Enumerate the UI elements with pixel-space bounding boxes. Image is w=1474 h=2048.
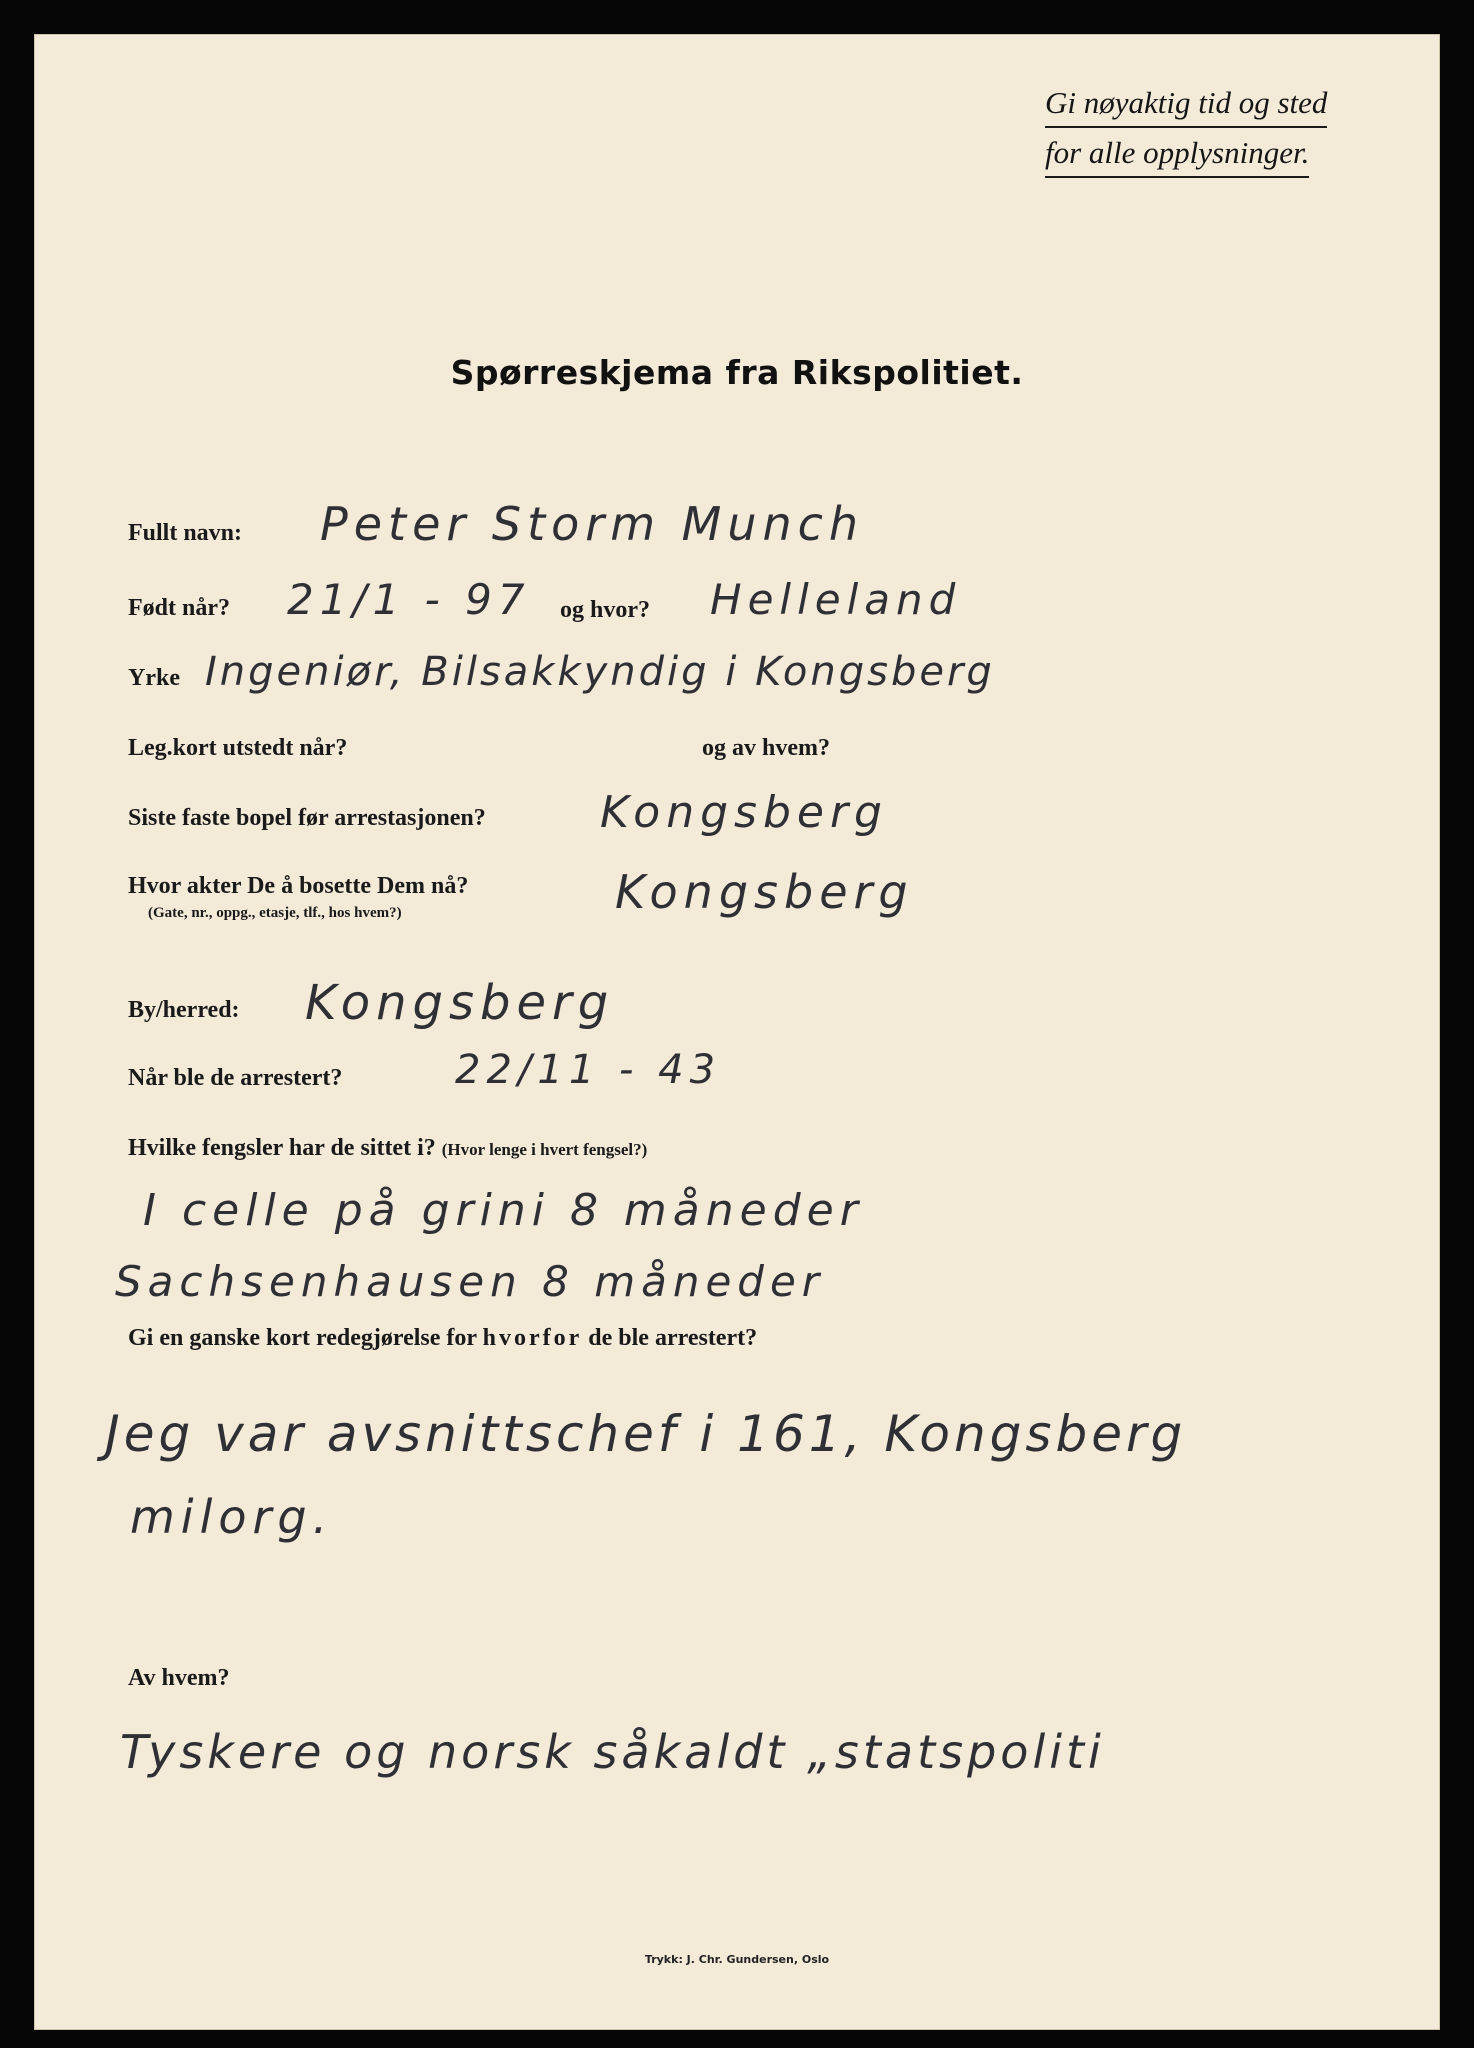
arrested-when-value: 22/11 - 43 [455,1047,722,1093]
prisons-label [128,1135,647,1162]
settle-sublabel: (Gate, nr., oppg., etasje, tlf., hos hvem?) [148,905,402,921]
reason-line-2: milorg. [130,1490,334,1544]
reason-label-part2: de ble arrestert? [582,1325,758,1351]
prisons-label-main: Hvilke fengsler har de sittet i? [128,1135,436,1161]
reason-label-part1: Gi en ganske kort redegjørelse for [128,1325,483,1351]
by-whom-value: Tyskere og norsk såkaldt „statspoliti [120,1725,1105,1779]
id-card-by-label: og av hvem? [702,735,830,761]
born-where-value: Helleland [710,575,962,624]
full-name-value: Peter Storm Munch [320,497,865,551]
form-title: Spørreskjema fra Rikspolitiet. [450,353,1024,392]
settle-label: Hvor akter De å bosette Dem nå? [128,873,469,899]
prisons-line-2: Sachsenhausen 8 måneder [115,1257,826,1306]
born-when-value: 21/1 - 97 [287,575,531,624]
by-whom-label: Av hvem? [128,1665,230,1691]
last-residence-value: Kongsberg [600,787,888,838]
born-when-label: Født når? [128,595,230,621]
prisons-line-1: I celle på grini 8 måneder [143,1185,864,1236]
questionnaire-sheet [34,34,1440,2030]
instruction-line-1: Gi nøyaktig tid og sted [1045,85,1327,128]
last-residence-label: Siste faste bopel før arrestasjonen? [128,805,486,831]
prisons-sublabel: (Hvor lenge i hvert fengsel?) [441,1140,648,1159]
printer-imprint: Trykk: J. Chr. Gundersen, Oslo [644,1953,830,1966]
instruction-line-2: for alle opplysninger. [1045,135,1309,178]
id-card-when-label: Leg.kort utstedt når? [128,735,348,761]
reason-label [128,1325,757,1352]
municipality-value: Kongsberg [305,975,615,1031]
occupation-value: Ingeniør, Bilsakkyndig i Kongsberg [205,649,995,695]
occupation-label: Yrke [128,665,180,691]
full-name-label: Fullt navn: [128,520,243,546]
municipality-label: By/herred: [128,997,240,1023]
arrested-when-label: Når ble de arrestert? [128,1065,343,1091]
born-where-label: og hvor? [560,597,650,623]
settle-value: Kongsberg [615,865,914,919]
reason-label-emphasis: hvorfor [482,1325,583,1351]
reason-line-1: Jeg var avsnittschef i 161, Kongsberg [105,1405,1187,1463]
